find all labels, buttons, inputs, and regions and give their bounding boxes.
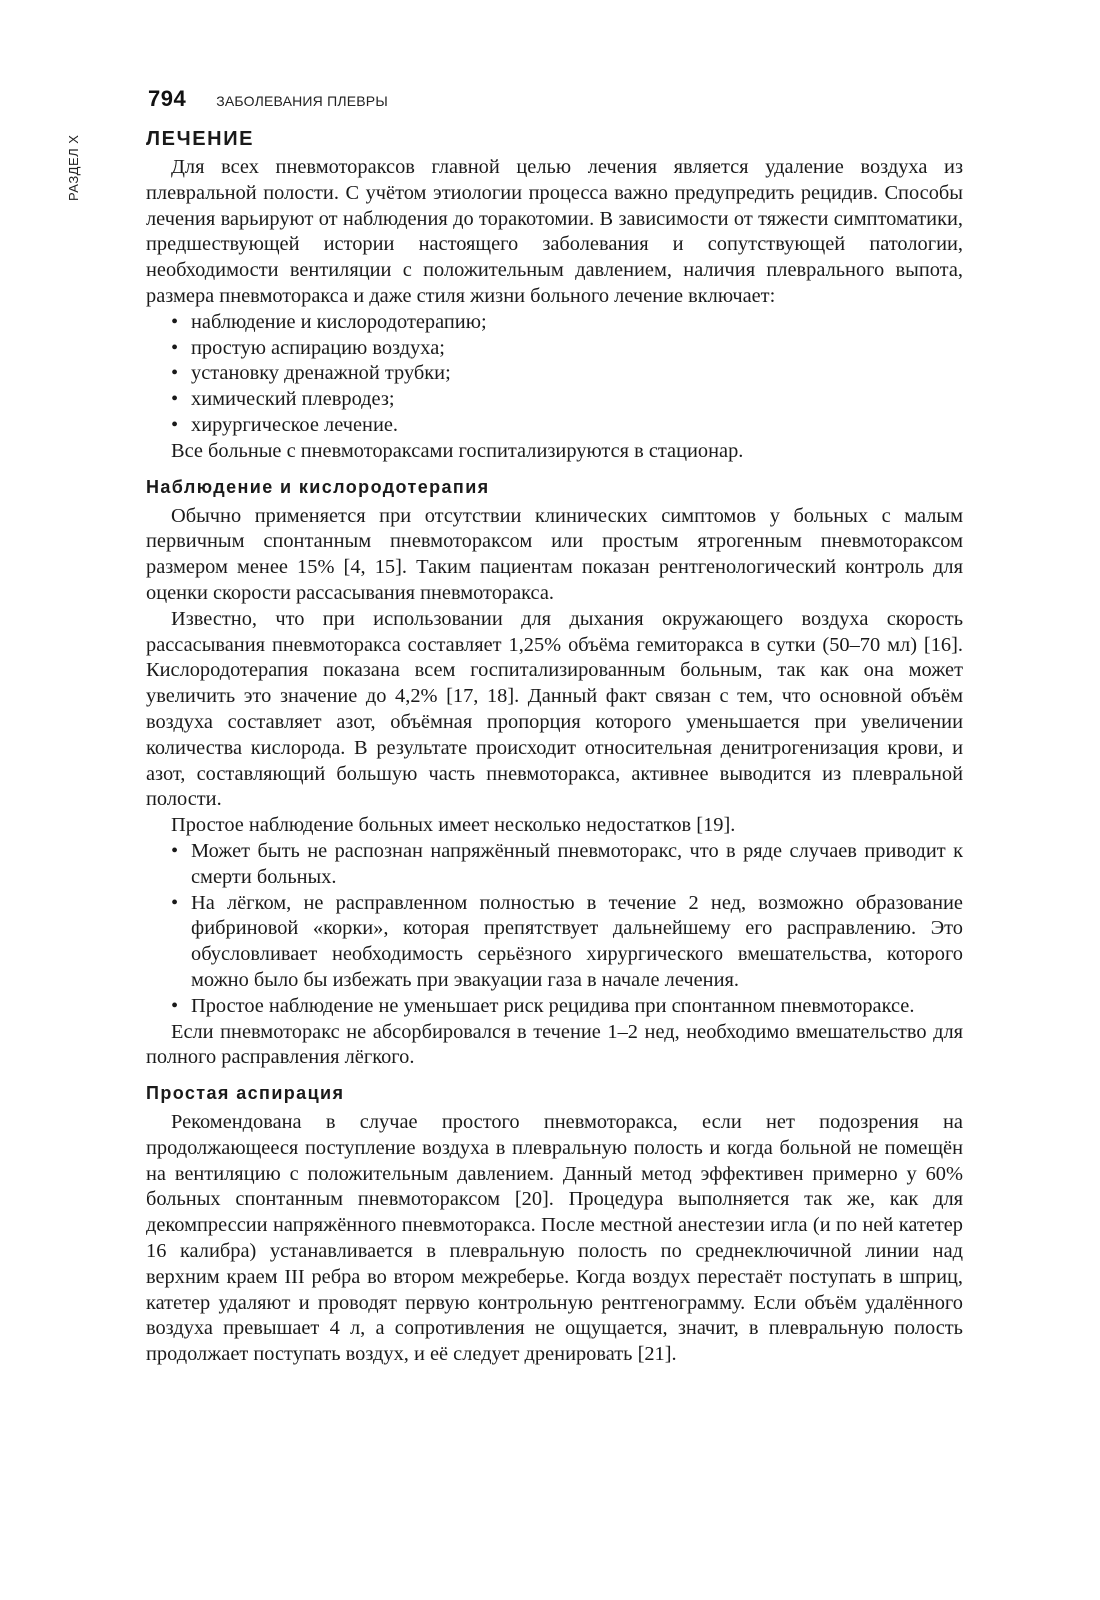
hospital-note: Все больные с пневмотораксами госпитализируются в стационар. [171,439,744,462]
list-item: • наблюдение и кислородотерапию; [146,310,963,336]
list-item: • простую аспирацию воздуха; [146,336,963,362]
paragraph: Обычно применяется при отсутствии клинических симптомов у больных с малым первичным спонтанным пневмотораксом или простым ятрогенным пневмотораксом размером менее 15% [4, 15]. Таким пациентам показан рентгенологический контроль для оценки скорости рассасывания пневмоторакса. [146,504,963,604]
section-side-label: РАЗДЕЛ X [66,135,81,202]
paragraph: Рекомендована в случае простого пневмоторакса, если нет подозрения на продолжающееся поступление воздуха в плевральную полость и когда больной не помещён на вентиляцию с положительным давлением. Данный метод эффективен примерно у 60% больных спонтанным пневмотораксом [20]. Процедура выполняется так же, как для декомпрессии напряжённого пневмоторакса. После местной анестезии игла (и по ней катетер 16 калибра) устанавливается в плевральную полость по среднеключичной линии над верхним краем III ребра во втором межреберье. Когда воздух перестаёт поступать в шприц, катетер удаляют и проводят первую контрольную рентгенограмму. Если объём удалённого воздуха превышает 4 л, а сопротивления не ощущается, значит, в плевральную полость продолжает поступать воздух, и её следует дренировать [21]. [146,1111,963,1366]
paragraph: Простое наблюдение больных имеет несколько недостатков [19]. [171,814,736,837]
paragraph: Известно, что при использовании для дыхания окружающего воздуха скорость рассасывания пневмоторакса составляет 1,25% объёма гемиторакса в сутки (50–70 мл) [16]. Кислородотерапия показана всем госпитализированным больным, так как она может увеличить это значение до 4,2% [17, 18]. Данный факт связан с тем, что основной объём воздуха составляет азот, объёмная пропорция которого уменьшается при увеличении количества кислорода. В результате происходит относительная денитрогенизация крови, и азот, составляющий большую часть пневмоторакса, активнее выводится из плевральной полости. [146,607,963,811]
section-title: ЛЕЧЕНИЕ [146,128,255,150]
list-item: • хирургическое лечение. [146,413,963,439]
treatment-list [146,310,963,439]
page-header [148,86,388,112]
subsection-title-aspiration: Простая аспирация [146,1083,345,1104]
page-body [146,126,963,1368]
list-item: • На лёгком, не расправленном полностью в течение 2 нед, возможно образование фибриновой «корки», которая препятствует дальнейшему его расправлению. Это обусловливает необходимость серьёзного хирургического вмешательства, которого можно было бы избежать при эвакуации газа в начале лечения. [146,891,963,994]
running-title: ЗАБОЛЕВАНИЯ ПЛЕВРЫ [216,93,388,109]
intro-paragraph: Для всех пневмотораксов главной целью лечения является удаление воздуха из плевральной полости. С учётом этиологии процесса важно предупредить рецидив. Способы лечения варьируют от наблюдения до торакотомии. В зависимости от тяжести симптоматики, предшествующей истории настоящего заболевания и сопутствующей патологии, необходимости вентиляции с положительным давлением, наличия плеврального выпота, размера пневмоторакса и даже стиля жизни больного лечение включает: [146,156,963,307]
list-item: • химический плевродез; [146,387,963,413]
subsection-title-observation: Наблюдение и кислородотерапия [146,476,490,497]
list-item: • Может быть не распознан напряжённый пневмоторакс, что в ряде случаев приводит к смерти больных. [146,839,963,891]
page-number: 794 [148,86,187,111]
drawbacks-list [146,839,963,1020]
list-item: • установку дренажной трубки; [146,361,963,387]
paragraph: Если пневмоторакс не абсорбировался в течение 1–2 нед, необходимо вмешательство для полного расправления лёгкого. [146,1020,963,1069]
list-item: • Простое наблюдение не уменьшает риск рецидива при спонтанном пневмотораксе. [146,994,963,1020]
